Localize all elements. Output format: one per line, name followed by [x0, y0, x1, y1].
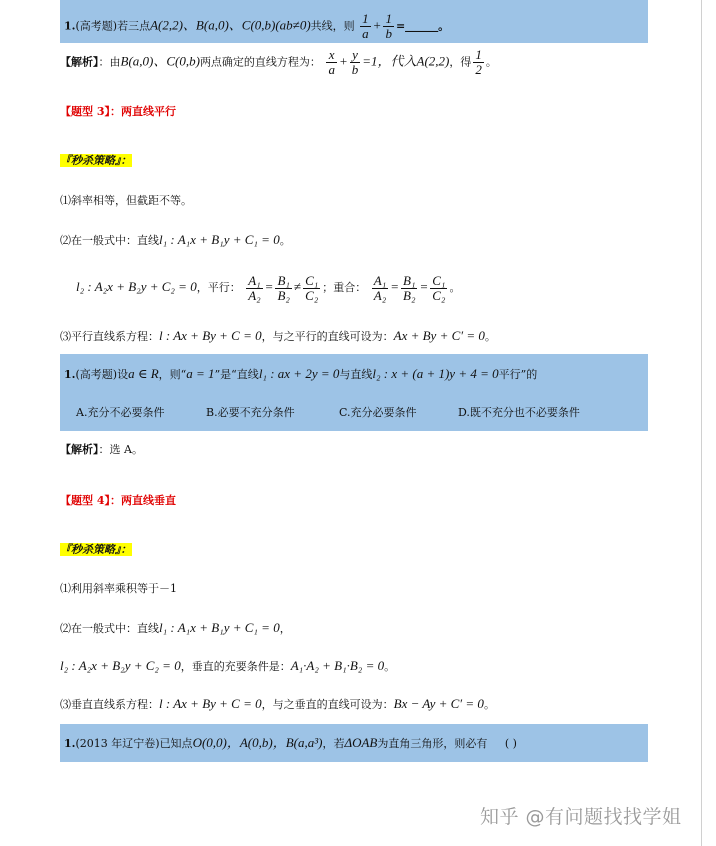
type-3-heading: 【题型 3】：两直线平行	[60, 105, 176, 118]
parallel-rule-4: ⑶平行直线系方程：l : Ax + By + C = 0，与之平行的直线可设为：Ax + By + C′ = 0。	[60, 328, 496, 343]
strategy-label-1: 『秒杀策略』：	[60, 154, 132, 167]
strategy-label-2: 『秒杀策略』：	[60, 543, 132, 556]
perpendicular-rule-2: ⑵在一般式中：直线l₁ : A₁x + B₁y + C₁ = 0，	[60, 620, 291, 635]
parallel-rule-1: ⑴斜率相等，但截距不等。	[60, 194, 192, 207]
question-1-text: 1.(高考题)若三点A(2,2)、B(a,0)、C(0,b)(ab≠0)共线，则 $\frac{1}{a}$ + $\frac{1}{b}$ =______。	[64, 11, 450, 41]
answer-2: 【解析】：选 A。	[60, 443, 143, 456]
question-3-text: 1.(2013 年辽宁卷)已知点O(0,0)，A(0,b)，B(a,a³)，若ΔOAB为直角三角形，则必有 ( )	[64, 735, 517, 750]
zhihu-watermark: 知乎 @有问题找找学姐	[480, 806, 682, 828]
parallel-rule-3: l₂ : A₂x + B₂y + C₂ = 0，平行： $\frac{\text{A₁}}{\text{A₂}}$ = $\frac{\text{B₁}}{\text{B₂}}$ ≠ $\frac{\text{C₁}}{\text{C₂}}$ ；重合： $\frac{\text{A₁}}{\text{A₂}}$ = $\frac{\text{B₁}}{\text{B₂}}$ = $\frac{\text{C₁}}{\text{C₂}}$ 。	[76, 272, 461, 303]
question-2-text: 1.(高考题)设a ∈ R，则“a = 1”是“直线l₁ : ax + 2y = 0与直线l₂ : x + (a + 1)y + 4 = 0平行”的	[64, 366, 538, 381]
option-d: D.既不充分也不必要条件	[458, 406, 580, 419]
option-c: C.充分必要条件	[339, 406, 417, 419]
perpendicular-rule-1: ⑴利用斜率乘积等于－1	[60, 582, 177, 595]
type-4-heading: 【题型 4】：两直线垂直	[60, 494, 176, 507]
answer-1: 【解析】：由B(a,0)、C(0,b)两点确定的直线方程为： $\frac{x}{a}$ + $\frac{y}{b}$ =1，代入A(2,2)，得 $\frac{1}{2}$ 。	[60, 47, 497, 77]
option-b: B.必要不充分条件	[206, 406, 295, 419]
perpendicular-rule-3: l₂ : A₂x + B₂y + C₂ = 0，垂直的充要条件是：A₁·A₂ + B₁·B₂ = 0。	[60, 658, 396, 673]
option-a: A.充分不必要条件	[76, 406, 165, 419]
perpendicular-rule-4: ⑶垂直直线系方程：l : Ax + By + C = 0，与之垂直的直线可设为：Bx − Ay + C′ = 0。	[60, 696, 495, 711]
parallel-rule-2: ⑵在一般式中：直线l₁ : A₁x + B₁y + C₁ = 0。	[60, 232, 291, 247]
